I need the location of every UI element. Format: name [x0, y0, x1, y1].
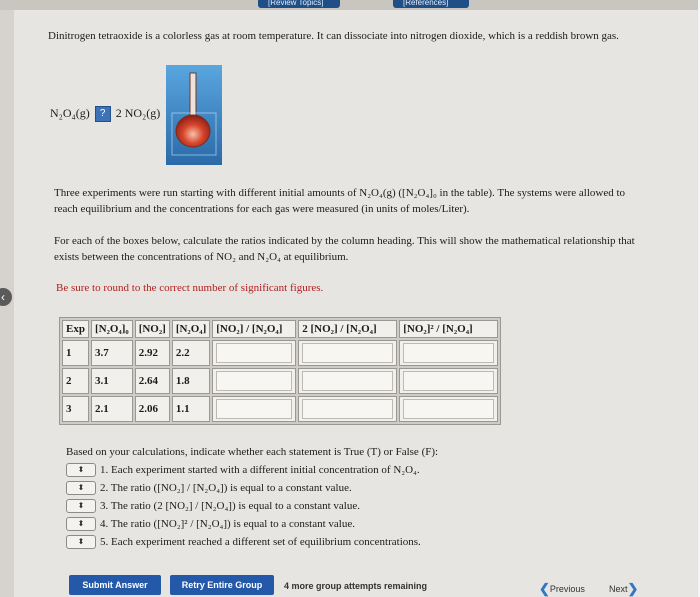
ratio-1-cell	[212, 340, 296, 366]
ratio-2-input[interactable]	[302, 371, 393, 391]
next-button[interactable]	[609, 581, 638, 597]
cell-exp: 3	[62, 396, 89, 422]
reaction-equation	[50, 106, 160, 122]
statement-text: 1. Each experiment started with a different initial concentration of N₂O₄.	[100, 464, 420, 476]
cell-n2o4: 2.2	[172, 340, 210, 366]
statements-intro: Based on your calculations, indicate whether each statement is True (T) or False (F):	[66, 446, 439, 458]
reactant: N₂O₄(g)	[50, 106, 90, 120]
tf-select-2[interactable]: ⬍	[66, 481, 96, 495]
cell-no2: 2.64	[135, 368, 170, 394]
ratio-2-input[interactable]	[302, 343, 393, 363]
ratio-2-cell	[298, 340, 397, 366]
cell-initial: 2.1	[91, 396, 133, 422]
chevron-left-icon: ❮	[539, 581, 550, 596]
ratio-1-input[interactable]	[216, 399, 292, 419]
ratio-3-input[interactable]	[403, 343, 494, 363]
table-row	[62, 340, 498, 366]
header-no2: [NO₂]	[135, 320, 170, 338]
ratio-3-input[interactable]	[403, 371, 494, 391]
ratio-1-cell	[212, 368, 296, 394]
cell-initial: 3.7	[91, 340, 133, 366]
flask-image	[166, 65, 222, 165]
table-row	[62, 368, 498, 394]
header-ratio-3: [NO₂]² / [N₂O₄]	[399, 320, 498, 338]
header-exp: Exp	[62, 320, 89, 338]
ratio-2-input[interactable]	[302, 399, 393, 419]
ratio-1-input[interactable]	[216, 343, 292, 363]
header-initial: [N₂O₄]₀	[91, 320, 133, 338]
ratio-2-cell	[298, 368, 397, 394]
previous-label: Previous	[549, 584, 585, 594]
submit-answer-button[interactable]: Submit Answer	[69, 575, 161, 595]
next-label: Next	[609, 584, 628, 594]
data-table	[59, 317, 501, 425]
header-n2o4: [N₂O₄]	[172, 320, 210, 338]
statement-text: 5. Each experiment reached a different set of equilibrium concentrations.	[100, 536, 421, 548]
side-collapse-button[interactable]: ‹	[0, 288, 12, 306]
statement-3	[66, 499, 360, 513]
product: 2 NO₂(g)	[115, 106, 161, 120]
help-icon[interactable]: ?	[95, 106, 111, 122]
cell-exp: 2	[62, 368, 89, 394]
header-ratio-1: [NO₂] / [N₂O₄]	[212, 320, 296, 338]
statement-text: 3. The ratio (2 [NO₂] / [N₂O₄]) is equal to a constant value.	[100, 500, 360, 512]
cell-n2o4: 1.1	[172, 396, 210, 422]
table-header-row	[62, 320, 498, 338]
tf-select-3[interactable]: ⬍	[66, 499, 96, 513]
cell-n2o4: 1.8	[172, 368, 210, 394]
ratio-3-cell	[399, 368, 498, 394]
intro-text: Dinitrogen tetraoxide is a colorless gas at room temperature. It can dissociate into nitrogen dioxide, which is a reddish brown gas.	[48, 30, 619, 42]
cell-no2: 2.92	[135, 340, 170, 366]
top-bar	[0, 0, 700, 10]
statement-text: 4. The ratio ([NO₂]² / [N₂O₄]) is equal to a constant value.	[100, 518, 355, 530]
ratio-1-cell	[212, 396, 296, 422]
ratio-1-input[interactable]	[216, 371, 292, 391]
ratio-3-cell	[399, 340, 498, 366]
rounding-note: Be sure to round to the correct number of significant figures.	[56, 282, 324, 294]
cell-initial: 3.1	[91, 368, 133, 394]
retry-group-button[interactable]: Retry Entire Group	[170, 575, 274, 595]
question-panel	[14, 10, 698, 597]
attempts-remaining: 4 more group attempts remaining	[284, 581, 428, 591]
tf-select-4[interactable]: ⬍	[66, 517, 96, 531]
cell-exp: 1	[62, 340, 89, 366]
flask-icon	[166, 65, 222, 165]
instructions-text: For each of the boxes below, calculate the ratios indicated by the column heading. This will show the mathematical relationship that exists between the concentrations of NO₂ and N₂O₄ at equilibrium.	[54, 235, 635, 263]
tab-references[interactable]: [References]	[393, 0, 469, 8]
statement-text: 2. The ratio ([NO₂] / [N₂O₄]) is equal to a constant value.	[100, 482, 352, 494]
statement-2	[66, 481, 352, 495]
previous-button[interactable]	[539, 581, 585, 597]
statement-4	[66, 517, 355, 531]
experiment-description: Three experiments were run starting with different initial amounts of N₂O₄(g) ([N₂O₄]₀ in the table). The systems were allowed to reach equilibrium and the concentrations for each gas were measured (in units of moles/Liter).	[54, 187, 626, 215]
tf-select-5[interactable]: ⬍	[66, 535, 96, 549]
tf-select-1[interactable]: ⬍	[66, 463, 96, 477]
header-ratio-2: 2 [NO₂] / [N₂O₄]	[298, 320, 397, 338]
ratio-2-cell	[298, 396, 397, 422]
chevron-right-icon: ❯	[627, 581, 639, 596]
statement-5	[66, 535, 421, 549]
tab-review-topics[interactable]: [Review Topics]	[258, 0, 340, 8]
ratio-3-cell	[399, 396, 498, 422]
ratio-3-input[interactable]	[403, 399, 494, 419]
table-row	[62, 396, 498, 422]
cell-no2: 2.06	[135, 396, 170, 422]
statement-1	[66, 463, 420, 477]
